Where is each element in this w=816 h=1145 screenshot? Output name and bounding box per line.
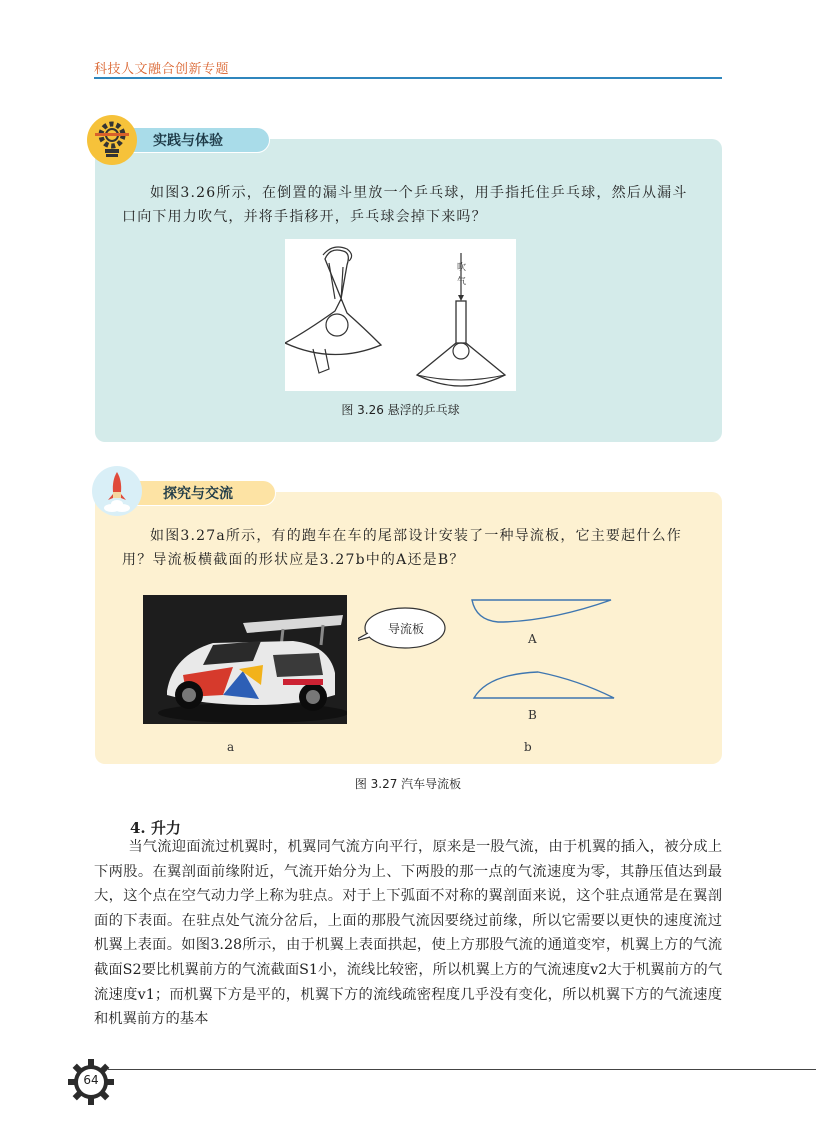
subfigure-b-label: b — [524, 740, 532, 754]
airfoil-a-label: A — [528, 632, 537, 646]
section-body — [94, 835, 722, 1032]
explore-tab: 探究与交流 — [130, 480, 276, 506]
page-number: 64 — [83, 1073, 99, 1087]
blow-label: 吹气 — [457, 263, 467, 287]
footer-rule — [108, 1069, 816, 1070]
header-title: 科技人文融合创新专题 — [94, 62, 230, 77]
airfoil-diagrams — [468, 594, 618, 709]
figure-3-27-caption: 图 3.27 汽车导流板 — [354, 777, 462, 791]
header-rule — [94, 77, 722, 79]
spoiler-callout-label: 导流板 — [387, 622, 424, 636]
explore-paragraph: 如图3.27a所示，有的跑车在车的尾部设计安装了一种导流板，它主要起什么作用？导流板横截面的形状应是3.27b中的A还是B？ — [122, 528, 682, 568]
race-car-photo — [143, 595, 347, 724]
figure-3-26-caption: 图 3.26 悬浮的乒乓球 — [341, 403, 460, 417]
subfigure-a-label: a — [227, 740, 235, 754]
rocket-icon — [92, 466, 142, 516]
practice-paragraph: 如图3.26所示，在倒置的漏斗里放一个乒乓球，用手指托住乒乓球，然后从漏斗口向下用力吹气，并将手指移开，乒乓球会掉下来吗？ — [122, 185, 688, 225]
practice-tab: 实践与体验 — [120, 127, 270, 153]
section-body-text: 当气流迎面流过机翼时，机翼同气流方向平行，原来是一股气流，由于机翼的插入，被分成上下两股。在翼剖面前缘附近，气流开始分为上、下两股的那一点的气流速度为零，其静压值达到最大，这个点在空气动力学上称为驻点。对于上下弧面不对称的翼剖面来说，这个驻点通常是在翼剖面的下表面。在驻点处气流分岔后，上面的那股气流因要绕过前缘，所以它需要以更快的速度流过机翼上表面。如图3.28所示，由于机翼上表面拱起，使上方那股气流的通道变窄，机翼上方的气流截面S2要比机翼前方的气流截面S1小，流线比较密，所以机翼上方的气流速度v2大于机翼前方的气流速度v1；而机翼下方是平的，机翼下方的流线疏密程度几乎没有变化，所以机翼下方的气流速度和机翼前方的基本 — [94, 839, 722, 1028]
section-title: 4. 升力 — [130, 819, 181, 837]
gear-bulb-icon — [87, 115, 137, 165]
airfoil-b-label: B — [528, 708, 537, 722]
funnel-figure — [285, 239, 516, 391]
